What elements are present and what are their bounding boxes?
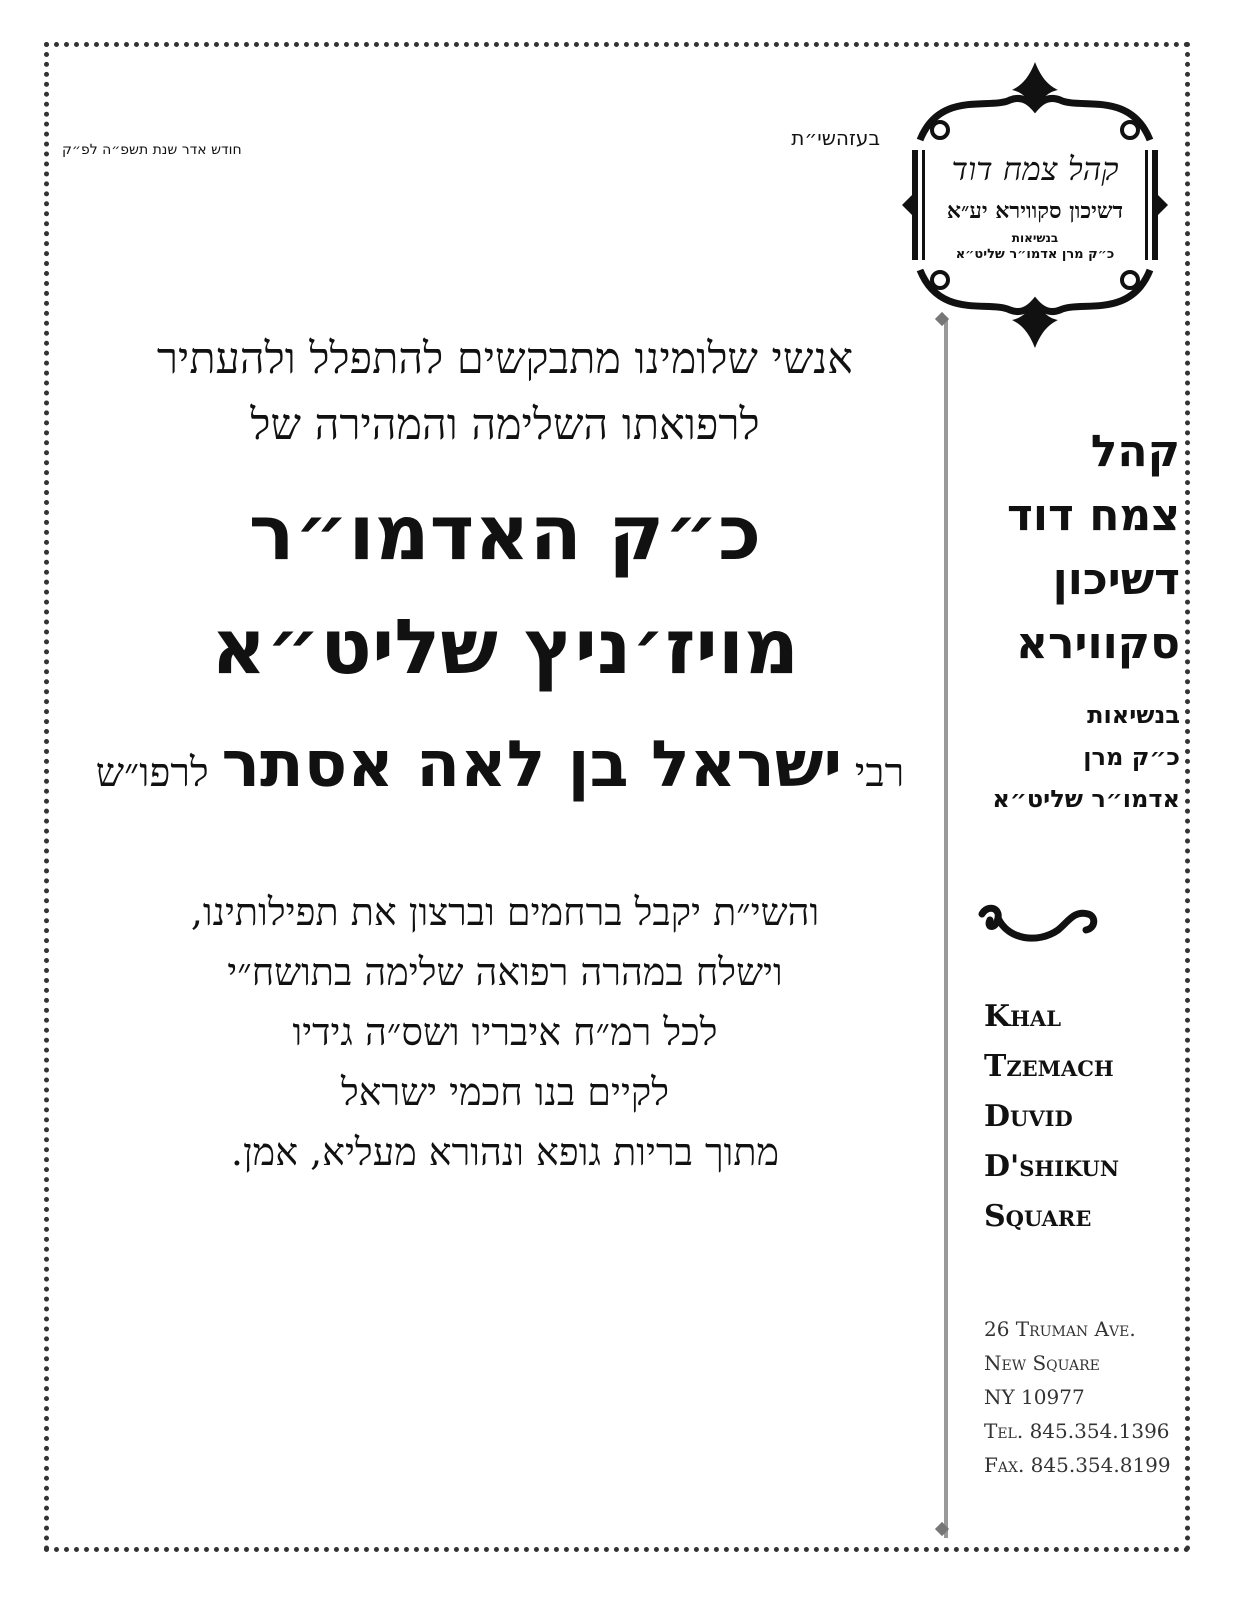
- prayer-line-3: לכל רמ״ח איבריו ושס״ה גידיו: [292, 1010, 718, 1054]
- prayer-line-4: לקיים בנו חכמי ישראל: [340, 1070, 670, 1114]
- name-suffix: לרפו״ש: [95, 750, 209, 796]
- sidebar-nesius-line: אדמו״ר שליט״א: [992, 785, 1180, 813]
- prayer-line-2: וישלח במהרה רפואה שלימה בתושח״י: [227, 950, 783, 994]
- patient-name: ישראל בן לאה אסתר: [221, 728, 843, 802]
- intro-line-1: אנשי שלומינו מתבקשים להתפלל ולהעתיר: [156, 334, 854, 384]
- sidebar-eng-line: Khal: [984, 999, 1061, 1034]
- title-line-2: מויז׳ניץ שליט״א: [210, 602, 800, 691]
- sidebar-nesius-line: כ״ק מרן: [1083, 743, 1180, 771]
- address-line: 26 Truman Ave.: [984, 1317, 1136, 1341]
- sidebar-heb-line: דשיכון: [1052, 554, 1180, 605]
- sidebar-nesius: [980, 694, 1180, 820]
- sidebar-eng-line: Tzemach: [984, 1049, 1114, 1084]
- besiyata-line: בעזהשי״ת: [791, 126, 880, 150]
- sidebar-heb-line: צמח דוד: [1007, 490, 1180, 541]
- vertical-divider: [944, 318, 948, 1538]
- prayer-line-5: מתוך בריות גופא ונהורא מעליא, אמן.: [230, 1130, 780, 1174]
- name-prefix: רבי: [854, 750, 905, 796]
- sidebar-eng-line: Square: [984, 1199, 1092, 1234]
- sidebar-english-name: [984, 992, 1184, 1242]
- emblem-line3: בנשיאות: [1011, 231, 1059, 245]
- sidebar-nesius-line: בנשיאות: [1087, 701, 1180, 729]
- emblem-line2: דשיכון סקווירא יע״א: [946, 198, 1124, 224]
- sidebar-eng-line: Duvid: [984, 1099, 1073, 1134]
- sidebar-hebrew-name: [980, 420, 1180, 676]
- kehilla-emblem-logo: [900, 60, 1170, 350]
- address-line: Fax. 845.354.8199: [984, 1453, 1171, 1477]
- emblem-line4: כ״ק מרן אדמו״ר שליט״א: [955, 247, 1115, 262]
- prayer-line-1: והשי״ת יקבל ברחמים וברצון את תפילותינו,: [190, 890, 820, 934]
- sidebar-address: [984, 1312, 1184, 1482]
- date-line: חודש אדר שנת תשפ״ה לפ״ק: [62, 142, 242, 158]
- address-line: New Square: [984, 1351, 1100, 1375]
- intro-line-2: לרפואתו השלימה והמהירה של: [250, 400, 760, 450]
- address-line: NY 10977: [984, 1385, 1085, 1409]
- title-line-1: כ״ק האדמו״ר: [248, 488, 762, 577]
- address-line: Tel. 845.354.1396: [984, 1419, 1170, 1443]
- patient-name-line: [90, 728, 910, 802]
- emblem-line1: קהל צמח דוד: [951, 150, 1119, 188]
- sidebar-eng-line: D'shikun: [984, 1149, 1120, 1184]
- sidebar-heb-line: סקווירא: [1016, 618, 1180, 669]
- flourish-ornament-icon: [978, 900, 1098, 950]
- sidebar-heb-line: קהל: [1090, 426, 1180, 477]
